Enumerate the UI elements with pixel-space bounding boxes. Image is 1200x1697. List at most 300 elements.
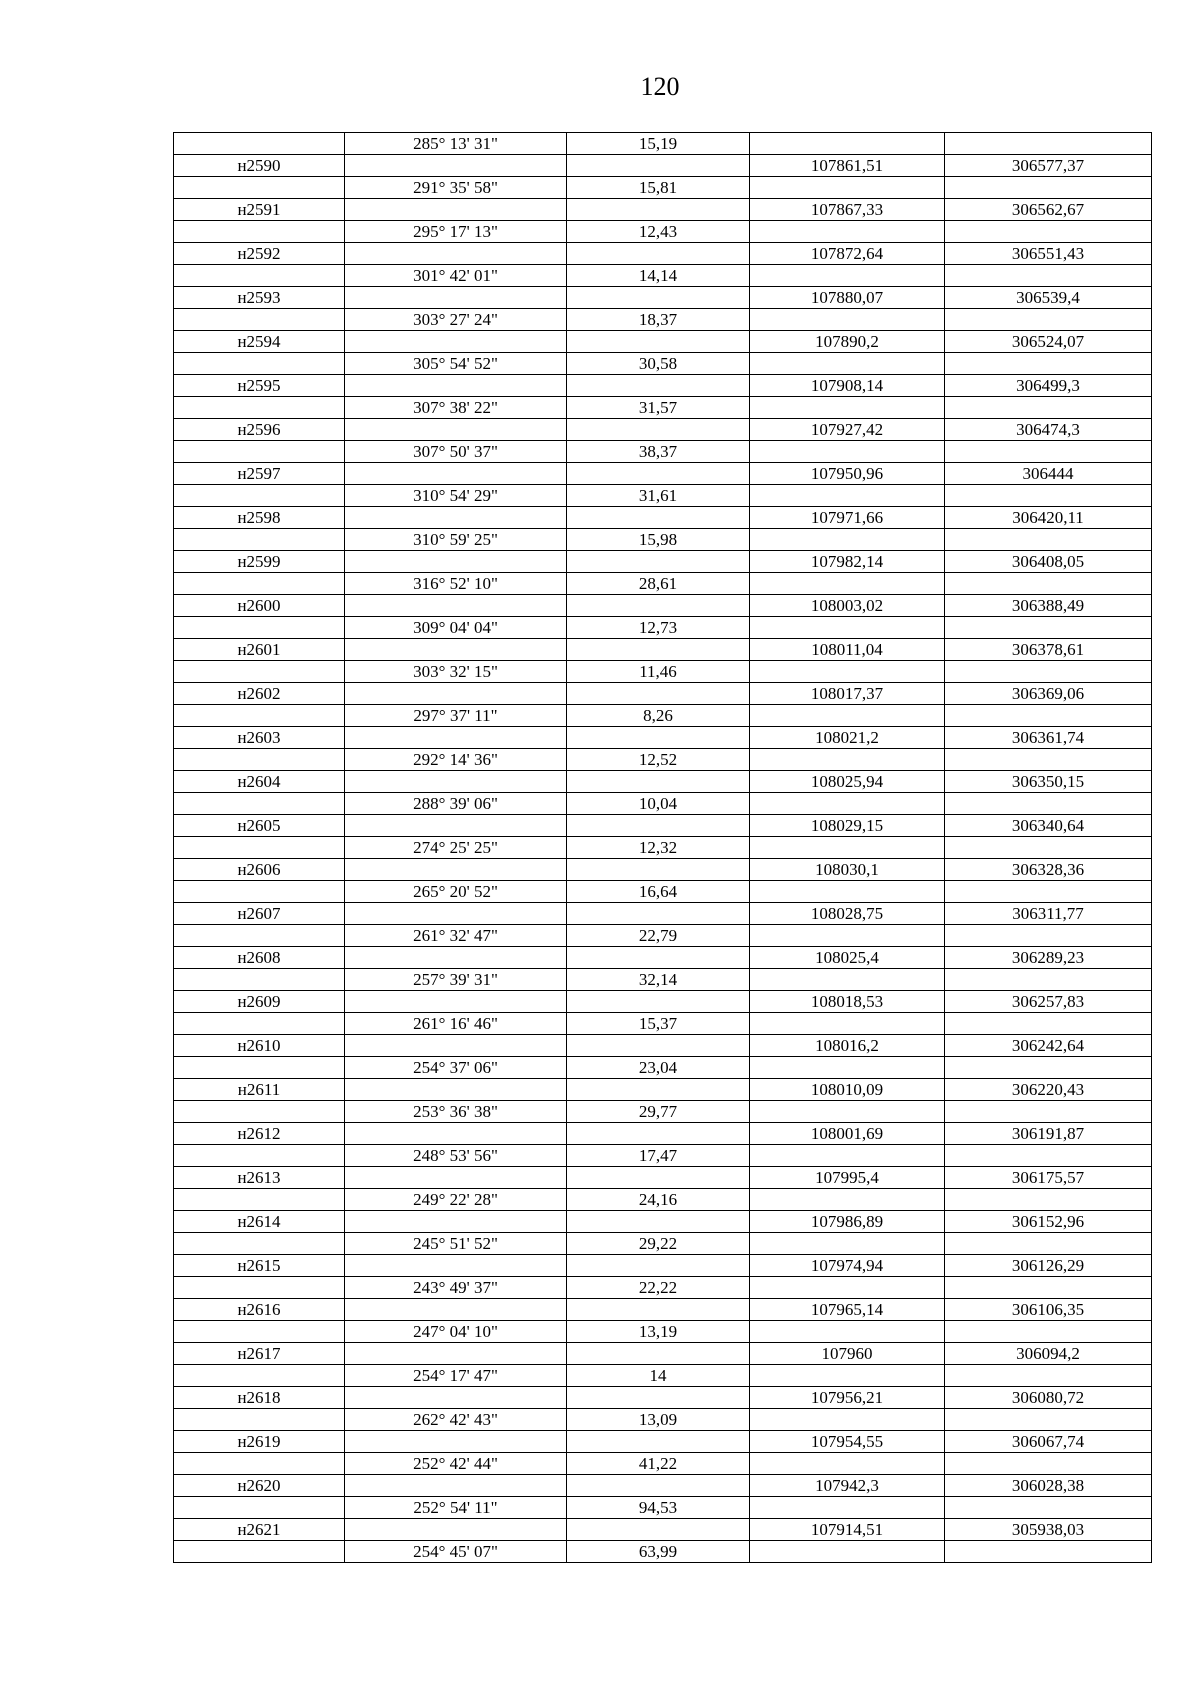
x-coordinate-cell: [750, 705, 945, 727]
y-coordinate-cell: 306126,29: [945, 1255, 1152, 1277]
table-row: [174, 881, 1152, 903]
x-coordinate-cell: 108025,4: [750, 947, 945, 969]
x-coordinate-cell: 108018,53: [750, 991, 945, 1013]
bearing-cell: 307° 38' 22": [345, 397, 567, 419]
point-cell: н2609: [174, 991, 345, 1013]
x-coordinate-cell: [750, 441, 945, 463]
bearing-cell: [345, 903, 567, 925]
y-coordinate-cell: 306444: [945, 463, 1152, 485]
table-row: [174, 683, 1152, 705]
bearing-cell: [345, 639, 567, 661]
distance-cell: [567, 243, 750, 265]
distance-cell: 13,09: [567, 1409, 750, 1431]
table-row: [174, 991, 1152, 1013]
x-coordinate-cell: 107950,96: [750, 463, 945, 485]
table-row: [174, 727, 1152, 749]
x-coordinate-cell: [750, 1541, 945, 1563]
distance-cell: 28,61: [567, 573, 750, 595]
x-coordinate-cell: 107974,94: [750, 1255, 945, 1277]
point-cell: н2607: [174, 903, 345, 925]
coordinates-table: [173, 132, 1152, 1563]
x-coordinate-cell: 107890,2: [750, 331, 945, 353]
y-coordinate-cell: 306499,3: [945, 375, 1152, 397]
point-cell: н2592: [174, 243, 345, 265]
y-coordinate-cell: 306369,06: [945, 683, 1152, 705]
x-coordinate-cell: [750, 133, 945, 155]
y-coordinate-cell: [945, 133, 1152, 155]
point-cell: [174, 1101, 345, 1123]
point-cell: [174, 265, 345, 287]
x-coordinate-cell: [750, 617, 945, 639]
distance-cell: 15,37: [567, 1013, 750, 1035]
distance-cell: 22,79: [567, 925, 750, 947]
table-row: [174, 1145, 1152, 1167]
point-cell: [174, 573, 345, 595]
x-coordinate-cell: [750, 925, 945, 947]
table-row: [174, 1167, 1152, 1189]
x-coordinate-cell: 107880,07: [750, 287, 945, 309]
point-cell: [174, 969, 345, 991]
distance-cell: [567, 155, 750, 177]
point-cell: [174, 925, 345, 947]
x-coordinate-cell: 108025,94: [750, 771, 945, 793]
table-row: [174, 265, 1152, 287]
distance-cell: 30,58: [567, 353, 750, 375]
bearing-cell: 307° 50' 37": [345, 441, 567, 463]
distance-cell: 11,46: [567, 661, 750, 683]
x-coordinate-cell: [750, 1013, 945, 1035]
point-cell: [174, 353, 345, 375]
y-coordinate-cell: 306242,64: [945, 1035, 1152, 1057]
point-cell: н2620: [174, 1475, 345, 1497]
bearing-cell: 288° 39' 06": [345, 793, 567, 815]
y-coordinate-cell: 306080,72: [945, 1387, 1152, 1409]
y-coordinate-cell: 306067,74: [945, 1431, 1152, 1453]
point-cell: н2603: [174, 727, 345, 749]
point-cell: [174, 1277, 345, 1299]
point-cell: н2617: [174, 1343, 345, 1365]
point-cell: н2619: [174, 1431, 345, 1453]
x-coordinate-cell: [750, 485, 945, 507]
table-row: [174, 1299, 1152, 1321]
table-row: [174, 925, 1152, 947]
bearing-cell: [345, 947, 567, 969]
x-coordinate-cell: [750, 353, 945, 375]
point-cell: н2611: [174, 1079, 345, 1101]
bearing-cell: [345, 331, 567, 353]
table-row: [174, 221, 1152, 243]
bearing-cell: 310° 59' 25": [345, 529, 567, 551]
x-coordinate-cell: 107956,21: [750, 1387, 945, 1409]
table-row: [174, 133, 1152, 155]
distance-cell: 14,14: [567, 265, 750, 287]
y-coordinate-cell: [945, 177, 1152, 199]
bearing-cell: [345, 1343, 567, 1365]
bearing-cell: [345, 771, 567, 793]
x-coordinate-cell: 107965,14: [750, 1299, 945, 1321]
distance-cell: 16,64: [567, 881, 750, 903]
distance-cell: 12,52: [567, 749, 750, 771]
x-coordinate-cell: [750, 1365, 945, 1387]
table-row: [174, 947, 1152, 969]
x-coordinate-cell: 107872,64: [750, 243, 945, 265]
x-coordinate-cell: 108010,09: [750, 1079, 945, 1101]
table-row: [174, 199, 1152, 221]
bearing-cell: [345, 463, 567, 485]
x-coordinate-cell: [750, 1277, 945, 1299]
bearing-cell: [345, 419, 567, 441]
point-cell: [174, 1145, 345, 1167]
x-coordinate-cell: [750, 1057, 945, 1079]
x-coordinate-cell: [750, 177, 945, 199]
bearing-cell: [345, 1475, 567, 1497]
y-coordinate-cell: [945, 1013, 1152, 1035]
x-coordinate-cell: [750, 397, 945, 419]
bearing-cell: 245° 51' 52": [345, 1233, 567, 1255]
y-coordinate-cell: [945, 925, 1152, 947]
bearing-cell: [345, 1299, 567, 1321]
table-row: [174, 1079, 1152, 1101]
table-row: [174, 617, 1152, 639]
y-coordinate-cell: 306551,43: [945, 243, 1152, 265]
point-cell: н2616: [174, 1299, 345, 1321]
x-coordinate-cell: 107927,42: [750, 419, 945, 441]
y-coordinate-cell: [945, 265, 1152, 287]
x-coordinate-cell: [750, 1145, 945, 1167]
y-coordinate-cell: [945, 1145, 1152, 1167]
bearing-cell: [345, 507, 567, 529]
point-cell: [174, 1321, 345, 1343]
bearing-cell: 309° 04' 04": [345, 617, 567, 639]
distance-cell: 8,26: [567, 705, 750, 727]
y-coordinate-cell: 306388,49: [945, 595, 1152, 617]
distance-cell: [567, 683, 750, 705]
table-row: [174, 749, 1152, 771]
y-coordinate-cell: [945, 397, 1152, 419]
bearing-cell: 261° 16' 46": [345, 1013, 567, 1035]
table-body: [174, 133, 1152, 1563]
bearing-cell: 310° 54' 29": [345, 485, 567, 507]
point-cell: [174, 1233, 345, 1255]
distance-cell: 23,04: [567, 1057, 750, 1079]
y-coordinate-cell: 306408,05: [945, 551, 1152, 573]
x-coordinate-cell: 108003,02: [750, 595, 945, 617]
point-cell: [174, 1013, 345, 1035]
distance-cell: [567, 1211, 750, 1233]
point-cell: [174, 441, 345, 463]
table-row: [174, 1255, 1152, 1277]
distance-cell: 31,61: [567, 485, 750, 507]
bearing-cell: [345, 243, 567, 265]
distance-cell: [567, 771, 750, 793]
distance-cell: 12,73: [567, 617, 750, 639]
bearing-cell: 295° 17' 13": [345, 221, 567, 243]
point-cell: [174, 1409, 345, 1431]
distance-cell: [567, 947, 750, 969]
x-coordinate-cell: [750, 1453, 945, 1475]
bearing-cell: 252° 54' 11": [345, 1497, 567, 1519]
y-coordinate-cell: [945, 881, 1152, 903]
distance-cell: [567, 991, 750, 1013]
y-coordinate-cell: 306311,77: [945, 903, 1152, 925]
point-cell: н2591: [174, 199, 345, 221]
point-cell: н2602: [174, 683, 345, 705]
table-row: [174, 1101, 1152, 1123]
table-row: [174, 419, 1152, 441]
bearing-cell: 305° 54' 52": [345, 353, 567, 375]
bearing-cell: 254° 37' 06": [345, 1057, 567, 1079]
table-row: [174, 397, 1152, 419]
y-coordinate-cell: 306257,83: [945, 991, 1152, 1013]
bearing-cell: [345, 375, 567, 397]
x-coordinate-cell: [750, 881, 945, 903]
bearing-cell: 262° 42' 43": [345, 1409, 567, 1431]
bearing-cell: 303° 27' 24": [345, 309, 567, 331]
bearing-cell: 297° 37' 11": [345, 705, 567, 727]
distance-cell: [567, 595, 750, 617]
x-coordinate-cell: 108016,2: [750, 1035, 945, 1057]
distance-cell: 24,16: [567, 1189, 750, 1211]
bearing-cell: 301° 42' 01": [345, 265, 567, 287]
point-cell: [174, 133, 345, 155]
table-row: [174, 1365, 1152, 1387]
y-coordinate-cell: 306220,43: [945, 1079, 1152, 1101]
distance-cell: [567, 1123, 750, 1145]
bearing-cell: [345, 727, 567, 749]
point-cell: [174, 1057, 345, 1079]
bearing-cell: [345, 991, 567, 1013]
y-coordinate-cell: 306175,57: [945, 1167, 1152, 1189]
table-row: [174, 1189, 1152, 1211]
y-coordinate-cell: [945, 969, 1152, 991]
distance-cell: [567, 419, 750, 441]
point-cell: н2604: [174, 771, 345, 793]
table-row: [174, 1431, 1152, 1453]
table-row: [174, 1277, 1152, 1299]
bearing-cell: [345, 1519, 567, 1541]
table-row: [174, 705, 1152, 727]
y-coordinate-cell: [945, 617, 1152, 639]
bearing-cell: [345, 551, 567, 573]
y-coordinate-cell: 306539,4: [945, 287, 1152, 309]
table-row: [174, 859, 1152, 881]
table-row: [174, 441, 1152, 463]
point-cell: [174, 1189, 345, 1211]
x-coordinate-cell: 107942,3: [750, 1475, 945, 1497]
distance-cell: 94,53: [567, 1497, 750, 1519]
y-coordinate-cell: [945, 1321, 1152, 1343]
bearing-cell: 249° 22' 28": [345, 1189, 567, 1211]
distance-cell: 13,19: [567, 1321, 750, 1343]
table-row: [174, 1519, 1152, 1541]
table-row: [174, 1211, 1152, 1233]
distance-cell: [567, 1299, 750, 1321]
table-row: [174, 551, 1152, 573]
x-coordinate-cell: 107954,55: [750, 1431, 945, 1453]
y-coordinate-cell: 306350,15: [945, 771, 1152, 793]
table-row: [174, 771, 1152, 793]
distance-cell: [567, 1343, 750, 1365]
x-coordinate-cell: [750, 1189, 945, 1211]
y-coordinate-cell: [945, 1233, 1152, 1255]
table-row: [174, 309, 1152, 331]
y-coordinate-cell: [945, 529, 1152, 551]
bearing-cell: [345, 199, 567, 221]
bearing-cell: 257° 39' 31": [345, 969, 567, 991]
point-cell: н2597: [174, 463, 345, 485]
bearing-cell: 292° 14' 36": [345, 749, 567, 771]
table-row: [174, 353, 1152, 375]
bearing-cell: [345, 1431, 567, 1453]
distance-cell: [567, 639, 750, 661]
x-coordinate-cell: [750, 969, 945, 991]
distance-cell: [567, 1035, 750, 1057]
page-number: 120: [640, 72, 680, 101]
distance-cell: 15,81: [567, 177, 750, 199]
table-row: [174, 1035, 1152, 1057]
bearing-cell: [345, 1123, 567, 1145]
point-cell: [174, 1365, 345, 1387]
distance-cell: 31,57: [567, 397, 750, 419]
table-row: [174, 1233, 1152, 1255]
bearing-cell: 274° 25' 25": [345, 837, 567, 859]
y-coordinate-cell: [945, 1541, 1152, 1563]
distance-cell: [567, 859, 750, 881]
bearing-cell: 254° 17' 47": [345, 1365, 567, 1387]
bearing-cell: [345, 1167, 567, 1189]
point-cell: [174, 1541, 345, 1563]
point-cell: н2590: [174, 155, 345, 177]
bearing-cell: 285° 13' 31": [345, 133, 567, 155]
distance-cell: [567, 903, 750, 925]
distance-cell: [567, 1167, 750, 1189]
point-cell: н2613: [174, 1167, 345, 1189]
y-coordinate-cell: [945, 793, 1152, 815]
bearing-cell: [345, 1079, 567, 1101]
point-cell: н2594: [174, 331, 345, 353]
point-cell: н2614: [174, 1211, 345, 1233]
x-coordinate-cell: 107908,14: [750, 375, 945, 397]
point-cell: [174, 881, 345, 903]
distance-cell: 15,19: [567, 133, 750, 155]
bearing-cell: [345, 1387, 567, 1409]
table-row: [174, 1013, 1152, 1035]
point-cell: н2601: [174, 639, 345, 661]
x-coordinate-cell: 107982,14: [750, 551, 945, 573]
point-cell: н2608: [174, 947, 345, 969]
table-row: [174, 1123, 1152, 1145]
x-coordinate-cell: [750, 1233, 945, 1255]
point-cell: [174, 661, 345, 683]
point-cell: н2610: [174, 1035, 345, 1057]
x-coordinate-cell: 108030,1: [750, 859, 945, 881]
distance-cell: 32,14: [567, 969, 750, 991]
x-coordinate-cell: 107914,51: [750, 1519, 945, 1541]
x-coordinate-cell: 107971,66: [750, 507, 945, 529]
bearing-cell: [345, 287, 567, 309]
bearing-cell: [345, 859, 567, 881]
distance-cell: 63,99: [567, 1541, 750, 1563]
x-coordinate-cell: [750, 309, 945, 331]
point-cell: н2600: [174, 595, 345, 617]
table-row: [174, 595, 1152, 617]
table-row: [174, 1321, 1152, 1343]
table-row: [174, 1475, 1152, 1497]
point-cell: н2605: [174, 815, 345, 837]
point-cell: н2615: [174, 1255, 345, 1277]
bearing-cell: 253° 36' 38": [345, 1101, 567, 1123]
point-cell: н2618: [174, 1387, 345, 1409]
distance-cell: 18,37: [567, 309, 750, 331]
bearing-cell: [345, 1211, 567, 1233]
table-row: [174, 1409, 1152, 1431]
y-coordinate-cell: [945, 1101, 1152, 1123]
x-coordinate-cell: 108021,2: [750, 727, 945, 749]
x-coordinate-cell: [750, 221, 945, 243]
x-coordinate-cell: [750, 1497, 945, 1519]
y-coordinate-cell: 306524,07: [945, 331, 1152, 353]
distance-cell: 15,98: [567, 529, 750, 551]
table-row: [174, 969, 1152, 991]
table-row: [174, 485, 1152, 507]
point-cell: н2612: [174, 1123, 345, 1145]
bearing-cell: 291° 35' 58": [345, 177, 567, 199]
table-row: [174, 815, 1152, 837]
y-coordinate-cell: [945, 661, 1152, 683]
distance-cell: 14: [567, 1365, 750, 1387]
point-cell: н2606: [174, 859, 345, 881]
x-coordinate-cell: 107986,89: [750, 1211, 945, 1233]
y-coordinate-cell: 306106,35: [945, 1299, 1152, 1321]
x-coordinate-cell: 108017,37: [750, 683, 945, 705]
table-row: [174, 1057, 1152, 1079]
bearing-cell: [345, 595, 567, 617]
coordinates-table-container: [173, 132, 1152, 1563]
y-coordinate-cell: [945, 1453, 1152, 1475]
table-row: [174, 155, 1152, 177]
table-row: [174, 903, 1152, 925]
y-coordinate-cell: [945, 485, 1152, 507]
point-cell: н2621: [174, 1519, 345, 1541]
y-coordinate-cell: 306474,3: [945, 419, 1152, 441]
x-coordinate-cell: [750, 529, 945, 551]
y-coordinate-cell: 306094,2: [945, 1343, 1152, 1365]
x-coordinate-cell: [750, 265, 945, 287]
y-coordinate-cell: [945, 837, 1152, 859]
table-row: [174, 837, 1152, 859]
distance-cell: [567, 1255, 750, 1277]
table-row: [174, 661, 1152, 683]
table-row: [174, 177, 1152, 199]
distance-cell: 38,37: [567, 441, 750, 463]
x-coordinate-cell: 107867,33: [750, 199, 945, 221]
distance-cell: [567, 815, 750, 837]
distance-cell: [567, 463, 750, 485]
point-cell: [174, 177, 345, 199]
table-row: [174, 463, 1152, 485]
table-row: [174, 639, 1152, 661]
bearing-cell: 316° 52' 10": [345, 573, 567, 595]
y-coordinate-cell: [945, 441, 1152, 463]
y-coordinate-cell: [945, 353, 1152, 375]
point-cell: [174, 397, 345, 419]
bearing-cell: [345, 815, 567, 837]
table-row: [174, 331, 1152, 353]
x-coordinate-cell: [750, 1101, 945, 1123]
point-cell: [174, 617, 345, 639]
distance-cell: 17,47: [567, 1145, 750, 1167]
y-coordinate-cell: 306577,37: [945, 155, 1152, 177]
